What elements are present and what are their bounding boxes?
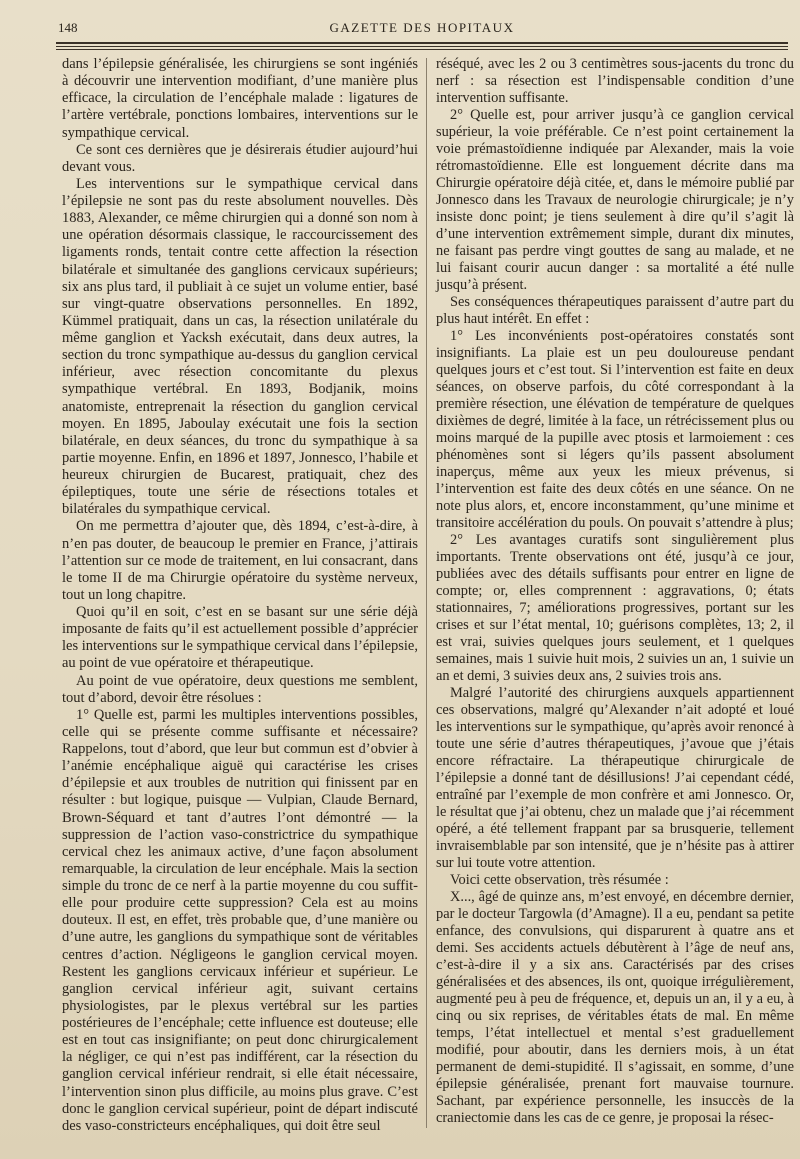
header-rule-thick <box>56 42 788 44</box>
page-header <box>58 16 786 38</box>
right-column <box>436 56 794 1127</box>
right-paragraph: 2° Les avantages curatifs sont singulièrement plus importants. Trente observations ont été, jusqu’à ce jour, publiées avec des détails suffisants pour entrer en ligne de compte; or, elles comprennent : aggravations, 0; états stationnaires, 7; améliorations progressives, portant sur les crises et sur l’état mental, 10; guérisons complètes, 13; 2, il est vrai, suivies quelques jours seulement, et 1 quelques semaines, mais 1 suivie huit mois, 2 suivies un an, 1 suivie un an et demi, 3 suivies deux ans, 2 suivies trois ans. <box>436 532 794 684</box>
right-paragraph: Ses conséquences thérapeutiques paraissent d’autre part du plus haut intérêt. En effet : <box>436 294 794 327</box>
right-paragraph: Voici cette observation, très résumée : <box>450 872 669 888</box>
journal-title: GAZETTE DES HOPITAUX <box>329 20 515 35</box>
left-paragraph: 1° Quelle est, parmi les multiples interventions possibles, celle qui se présente comme suffisante et nécessaire? Rappelons, tout d’abord, que leur but commun est d’obvier à l’anémie encéphalique aiguë qui caractérise les crises d’épilepsie et aux troubles de nutrition qui finissent par en résulter : but logique, puisque — Vulpian, Claude Bernard, Brown-Séquard et tant d’autres l’ont démontré — la suppression de l’action vaso-constrictrice du sympathique cervical chez les animaux active, d’une façon absolument remarquable, la circulation de leur encéphale. Mais la section simple du tronc de ce nerf à la partie moyenne du cou suffit-elle pour produire cette suppression? Cela est au moins douteux. Il est, en effet, très probable que, d’une manière ou d’une autre, les ganglions du sympathique sont de véritables centres d’action. Négligeons le ganglion cervical moyen. Restent les ganglions cervicaux inférieur et supérieur. Le ganglion cervical inférieur agit, suivant certains physiologistes, par le plexus vertébral sur les parties postérieures de l’encéphale; cette influence est douteuse; elle est en tout cas insignifiante; on peut donc chirurgicalement la négliger, ce qui n’est pas indifférent, car la résection du ganglion cervical inférieur rendrait, si elle était nécessaire, l’intervention sinon plus difficile, au moins plus grave. C’est donc le ganglion cervical supérieur, point de départ indiscuté des vaso-constricteurs encéphaliques, qui doit être seul <box>62 706 418 1134</box>
header-rule-thin <box>56 46 788 47</box>
right-paragraph: réséqué, avec les 2 ou 3 centimètres sous-jacents du tronc du nerf : sa résection est l’indispensable condition d’une intervention suffisante. <box>436 56 794 106</box>
left-paragraph: Quoi qu’il en soit, c’est en se basant sur une série déjà imposante de faits qu’il est actuellement possible d’apprécier les interventions sur le sympathique cervical dans l’épilepsie, au point de vue opératoire et thérapeutique. <box>62 604 418 672</box>
right-paragraph: Malgré l’autorité des chirurgiens auxquels appartiennent ces observations, malgré qu’Alexander n’ait adopté et loué les interventions sur le sympathique, qu’après avoir renoncé à toute une série d’autres thérapeutiques, j’avoue que j’étais encore réfractaire. La thérapeutique chirurgicale de l’épilepsie a donné tant de désillusions! J’ai cependant cédé, entraîné par l’exemple de mon confrère et ami Jonnesco. Or, le résultat que j’ai obtenu, chez un malade que j’ai récemment opéré, a été tellement frappant par sa brusquerie, tellement invraisemblable par son intensité, que je n’hésite pas à attirer sur lui toute votre attention. <box>436 685 794 871</box>
page-number: 148 <box>58 20 78 35</box>
header-rule-thin-lower <box>56 49 788 50</box>
left-paragraph: Au point de vue opératoire, deux questions me semblent, tout d’abord, devoir être résolues : <box>62 672 418 706</box>
left-paragraph: Les interventions sur le sympathique cervical dans l’épilepsie ne sont pas du reste absolument nouvelles. Dès 1883, Alexander, ce même chirurgien qui a donné son nom à une opération désormais classique, le raccourcissement des ligaments ronds, tentait contre cette affection la résection bilatérale et simultanée des ganglions cervicaux supérieurs; six ans plus tard, il publiait à ce sujet un volume entier, basé sur vingt-quatre observations personnelles. En 1892, Kümmel pratiquait, dans un cas, la résection unilatérale du même ganglion et Yacksh exécutait, dans deux autres, la section du tronc sympathique au-dessus du ganglion cervical inférieur, avec résection concomitante du plexus sympathique vertébral. En 1893, Bodjanik, moins anatomiste, entreprenait la résection du ganglion cervical moyen. En 1895, Jaboulay exécutait une fois la section bilatérale, en deux séances, du tronc du sympathique à sa partie moyenne. Enfin, en 1896 et 1897, Jonnesco, l’habile et heureux chirurgien de Bucarest, pratiquait, chez des épileptiques, toute une série de résections totales et bilatérales du sympathique cervical. <box>62 175 418 518</box>
left-paragraph: Ce sont ces dernières que je désirerais étudier aujourd’hui devant vous. <box>62 141 418 175</box>
column-divider <box>426 58 427 1128</box>
right-paragraph: 2° Quelle est, pour arriver jusqu’à ce ganglion cervical supérieur, la voie préférable. Ce n’est point certainement la voie prémastoïdienne indiquée par Alexander, mais la voie rétromastoïdienne. Elle est longuement décrite dans ma Chirurgie opératoire déjà citée, et, dans le mémoire publié par Jonnesco dans les Travaux de neurologie chirurgicale; je n’y insiste donc point; je tiens seulement à dire qu’il s’agit là d’une intervention extrêmement simple, durant dix minutes, ne faisant pas perdre vingt gouttes de sang au malade, et ne lui faisant courir aucun danger : sa mortalité a été nulle jusqu’à présent. <box>436 107 794 293</box>
left-column <box>62 56 418 1135</box>
left-paragraph: On me permettra d’ajouter que, dès 1894, c’est-à-dire, à n’en pas douter, de beaucoup le premier en France, j’attirais l’attention sur ce mode de traitement, en lui consacrant, dans le tome II de ma Chirurgie opératoire du système nerveux, tout un long chapitre. <box>62 518 418 603</box>
left-paragraph: dans l’épilepsie généralisée, les chirurgiens se sont ingéniés à découvrir une intervention modifiant, d’une manière plus efficace, la circulation de l’encéphale malade : ligatures de l’artère vertébrale, ponctions lombaires, interventions sur le sympathique cervical. <box>62 56 418 141</box>
right-paragraph: 1° Les inconvénients post-opératoires constatés sont insignifiants. La plaie est un peu douloureuse pendant quelques jours et c’est tout. Si l’intervention est faite en deux séances, on observe parfois, du côté correspondant à la première résection, une élévation de température de quelques dixièmes de degré, limitée à la face, un rétrécissement plus ou moins marqué de la pupille avec ptosis et larmoiement : ces phénomènes sont si légers qu’ils passent absolument inaperçus, même aux yeux les mieux prévenus, si l’intervention est faite des deux côtés en une séance. On ne note plus alors, et, encore inconstamment, qu’une minime et transitoire accélération du pouls. On pouvait s’attendre à plus; <box>436 328 794 531</box>
right-paragraph: X..., âgé de quinze ans, m’est envoyé, en décembre dernier, par le docteur Targowla (d’Amagne). Il a eu, pendant sa petite enfance, des convulsions, qui disparurent à quatre ans et demi. Ses accidents actuels débutèrent à l’âge de neuf ans, c’est-à-dire il y a six ans. Caractérisés par des crises généralisées et des absences, ils ont, quoique irrégulièrement, augmenté peu à peu de fréquence, et, depuis un an, il y a eu, à cinq ou six reprises, de véritables états de mal. En même temps, l’état intellectuel et mental s’est graduellement modifié, pour aboutir, dans les derniers mois, à un état permanent de demi-stupidité. Il s’agissait, en somme, d’une épilepsie généralisée, prenant fort mauvaise tournure. Sachant, par expérience personnelle, les insuccès de la craniectomie dans les cas de ce genre, je proposai la résec- <box>436 889 794 1126</box>
